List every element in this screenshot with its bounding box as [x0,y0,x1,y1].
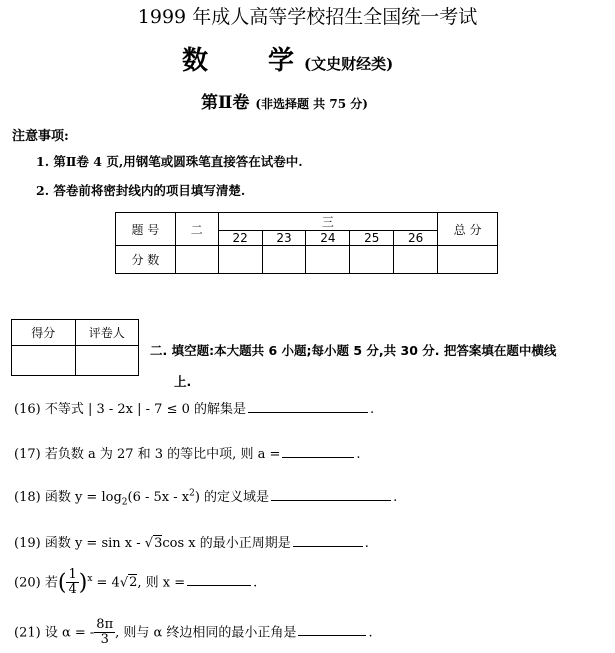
answer-blank[interactable] [248,398,368,413]
exponent: 2 [189,488,195,499]
fraction-denominator: 4 [68,582,77,598]
question-text: 函数 y = log [44,490,122,505]
question-16 [14,398,374,417]
question-text: (6 - 5x - x [127,490,190,505]
question-text: , 则与 α 终边相同的最小正角是 [115,625,297,641]
question-text: 不等式 | 3 - 2x | - 7 ≤ 0 的解集是 [44,402,247,417]
score-table-col-er: 二 [175,213,218,246]
question-text: cos x 的最小正周期是 [162,536,291,551]
question-text: 若负数 a 为 27 和 3 的等比中项, 则 a = [44,447,281,462]
grader-score-cell[interactable] [12,346,76,376]
score-table-score-label: 分 数 [116,246,176,274]
question-end: . [393,490,398,505]
score-table-col-total: 总 分 [438,213,498,246]
score-table-num: 22 [218,231,262,246]
score-cell[interactable] [350,246,394,274]
subject-char-1: 数 [182,46,211,76]
score-table-num: 24 [306,231,350,246]
question-number: (16) [14,402,41,417]
answer-blank[interactable] [293,532,363,547]
grader-table [11,319,139,376]
score-table [115,212,498,274]
score-cell[interactable] [438,246,498,274]
fraction-denominator: 3 [100,632,109,648]
question-text: 设 α = - [44,625,95,641]
score-table-header-label: 题 号 [116,213,176,246]
fraction-numerator: 8π [96,617,114,632]
question-number: (18) [14,490,41,505]
radicand: 3 [154,536,163,551]
notice-item-1: 1. 第Ⅱ卷 4 页,用钢笔或圆珠笔直接答在试卷中. [36,154,303,169]
question-number: (20) [14,575,41,591]
fraction [94,618,115,648]
subject-heading [182,40,393,77]
section-instruction: 二. 填空题:本大题共 6 小题;每小题 5 分,共 30 分. 把答案填在题中横线 [150,343,557,358]
exponent: x [87,573,93,584]
score-cell[interactable] [175,246,218,274]
question-end: . [364,536,369,551]
question-number: (17) [14,447,41,462]
question-text: 函数 y = sin x - √ [44,536,154,551]
volume-heading [201,88,368,113]
answer-blank[interactable] [271,486,391,501]
question-end: . [370,402,375,417]
question-number: (21) [14,625,41,641]
question-17 [14,443,361,462]
question-text: = 4√ [96,575,129,591]
question-end: . [368,625,373,641]
score-cell[interactable] [394,246,438,274]
fraction [66,568,78,598]
question-end: . [356,447,361,462]
question-text: 若 [44,575,58,591]
question-19 [14,532,369,551]
question-20: (20) 若( $\frac{1}{4}$ )$^x$ = 4√2, 则 x = . [14,567,258,598]
score-cell[interactable] [306,246,350,274]
volume-note: (非选择题 共 75 分) [255,97,368,111]
notice-item-2: 2. 答卷前将密封线内的项目填写清楚. [36,183,246,198]
exam-title: 1999 年成人高等学校招生全国统一考试 [137,6,478,28]
section-instruction-cont: 上. [174,374,192,389]
answer-blank[interactable] [298,621,366,636]
question-text: ) 的定义域是 [194,490,270,505]
volume-label: 第Ⅱ卷 [201,93,250,113]
log-base: 2 [121,497,128,508]
subject-char-2: 学 [268,46,297,76]
grader-name-label: 评卷人 [75,320,139,346]
score-cell[interactable] [218,246,262,274]
question-21 [14,618,373,648]
answer-blank[interactable] [282,443,354,458]
fraction-numerator: 1 [68,567,77,582]
score-table-num: 25 [350,231,394,246]
grader-name-cell[interactable] [75,346,139,376]
subject-category: (文史财经类) [304,55,394,73]
grader-score-label: 得分 [12,320,76,346]
score-table-num: 26 [394,231,438,246]
notice-heading: 注意事项: [12,129,69,144]
score-cell[interactable] [262,246,306,274]
question-number: (19) [14,536,41,551]
question-text: , 则 x = [137,575,186,591]
answer-blank[interactable] [187,571,251,586]
question-end: . [253,575,258,591]
score-table-num: 23 [262,231,306,246]
radicand: 2 [129,575,138,591]
score-table-col-san: 三 [218,213,437,231]
question-18 [14,486,397,508]
